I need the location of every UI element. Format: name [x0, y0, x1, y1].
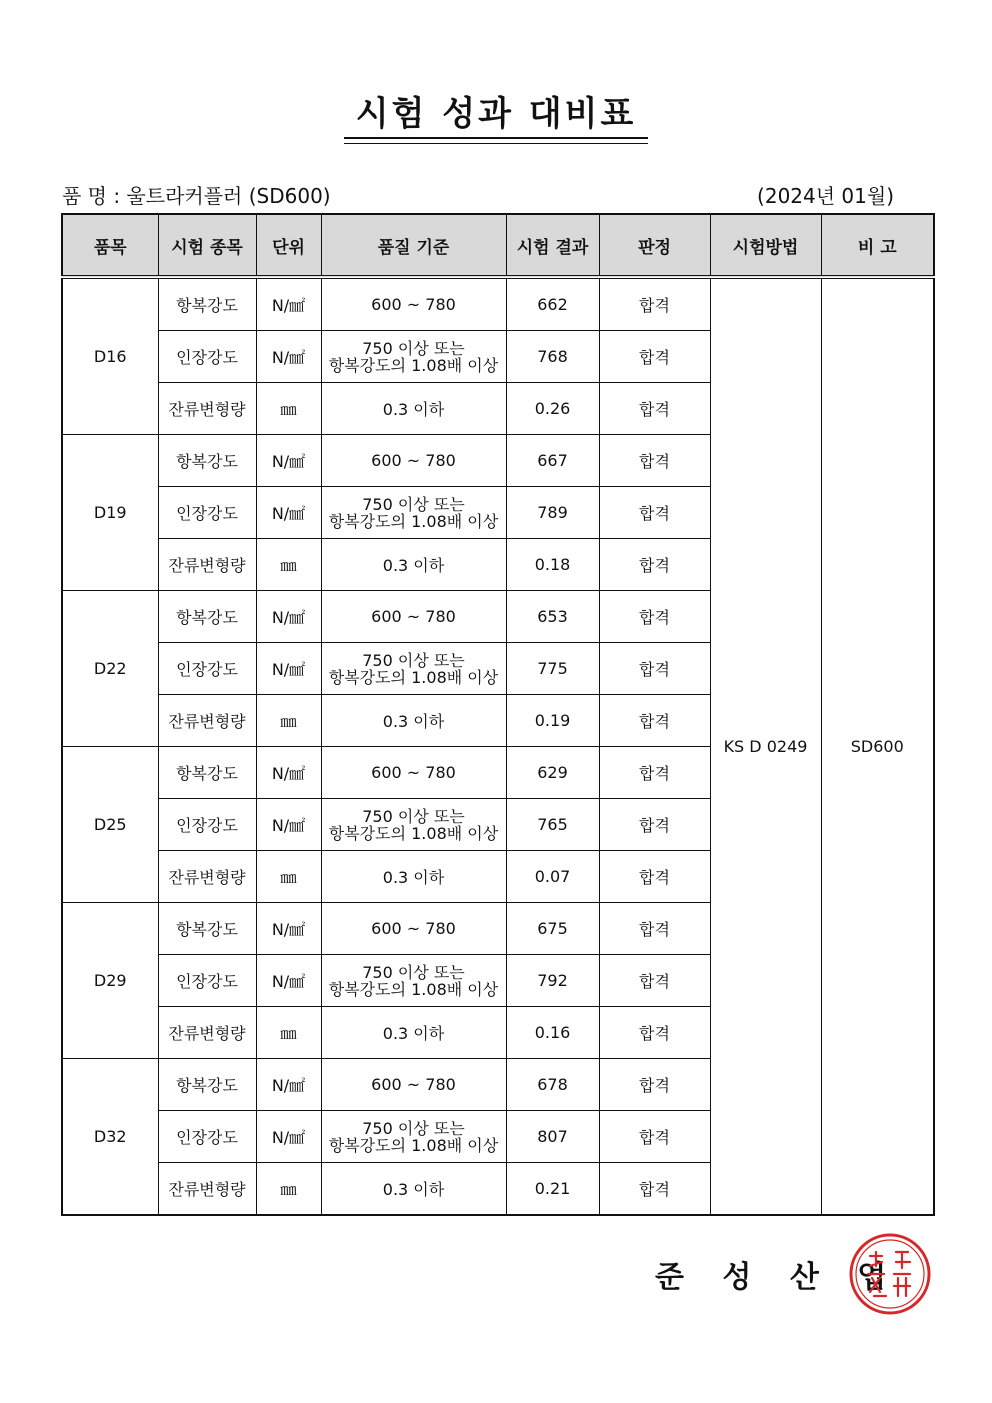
standard-cell: 0.3 이하 — [321, 695, 506, 747]
product-cell: D19 — [62, 435, 158, 591]
test-item-cell: 항복강도 — [158, 435, 256, 487]
test-item-cell: 인장강도 — [158, 643, 256, 695]
standard-line: 항복강도의 1.08배 이상 — [328, 823, 499, 843]
standard-line: 항복강도의 1.08배 이상 — [328, 979, 499, 999]
test-item-cell: 항복강도 — [158, 591, 256, 643]
test-item-cell: 잔류변형량 — [158, 851, 256, 903]
product-cell: D25 — [62, 747, 158, 903]
company-name: 준 성 산 업 — [655, 1260, 901, 1295]
test-method-cell: KS D 0249 — [710, 277, 821, 1215]
result-cell: 667 — [506, 435, 599, 487]
test-item-cell: 인장강도 — [158, 955, 256, 1007]
result-cell: 662 — [506, 277, 599, 331]
result-cell: 0.21 — [506, 1163, 599, 1216]
test-item-cell: 잔류변형량 — [158, 1163, 256, 1216]
table-body — [62, 277, 934, 1215]
product-cell: D32 — [62, 1059, 158, 1216]
standard-line: 항복강도의 1.08배 이상 — [328, 667, 499, 687]
document-title — [0, 86, 992, 139]
product-cell: D16 — [62, 277, 158, 435]
verdict-cell: 합격 — [599, 1059, 710, 1111]
header-cell: 비 고 — [821, 214, 934, 277]
product-name: 품 명 : 울트라커플러 (SD600) — [62, 184, 331, 208]
company-seal-icon — [848, 1232, 932, 1316]
standard-line: 750 이상 또는 — [362, 962, 465, 982]
unit-cell: N/㎟ — [256, 643, 321, 695]
standard-line: 750 이상 또는 — [362, 494, 465, 514]
product-cell: D29 — [62, 903, 158, 1059]
unit-cell: N/㎟ — [256, 487, 321, 539]
result-cell: 0.26 — [506, 383, 599, 435]
result-cell: 768 — [506, 331, 599, 383]
unit-cell: ㎜ — [256, 1163, 321, 1216]
standard-cell — [321, 487, 506, 539]
document-date: (2024년 01월) — [757, 184, 894, 208]
standard-cell: 0.3 이하 — [321, 383, 506, 435]
test-item-cell: 항복강도 — [158, 747, 256, 799]
result-cell: 653 — [506, 591, 599, 643]
standard-cell: 0.3 이하 — [321, 851, 506, 903]
standard-line: 항복강도의 1.08배 이상 — [328, 355, 499, 375]
result-cell: 629 — [506, 747, 599, 799]
result-cell: 792 — [506, 955, 599, 1007]
test-item-cell: 항복강도 — [158, 903, 256, 955]
standard-cell — [321, 799, 506, 851]
verdict-cell: 합격 — [599, 331, 710, 383]
document-title-text: 시험 성과 대비표 — [344, 86, 649, 139]
result-cell: 765 — [506, 799, 599, 851]
standard-line: 750 이상 또는 — [362, 338, 465, 358]
test-item-cell: 인장강도 — [158, 331, 256, 383]
unit-cell: N/㎟ — [256, 591, 321, 643]
verdict-cell: 합격 — [599, 799, 710, 851]
verdict-cell: 합격 — [599, 1007, 710, 1059]
unit-cell: N/㎟ — [256, 1111, 321, 1163]
standard-line: 항복강도의 1.08배 이상 — [328, 1135, 499, 1155]
unit-cell: ㎜ — [256, 383, 321, 435]
verdict-cell: 합격 — [599, 747, 710, 799]
result-cell: 0.16 — [506, 1007, 599, 1059]
unit-cell: ㎜ — [256, 695, 321, 747]
header-cell: 품질 기준 — [321, 214, 506, 277]
unit-cell: ㎜ — [256, 851, 321, 903]
result-cell: 789 — [506, 487, 599, 539]
header-cell: 시험방법 — [710, 214, 821, 277]
test-item-cell: 인장강도 — [158, 487, 256, 539]
standard-line: 항복강도의 1.08배 이상 — [328, 511, 499, 531]
standard-cell: 600 ~ 780 — [321, 435, 506, 487]
standard-cell: 0.3 이하 — [321, 1007, 506, 1059]
standard-cell — [321, 955, 506, 1007]
verdict-cell: 합격 — [599, 903, 710, 955]
remark-cell: SD600 — [821, 277, 934, 1215]
standard-cell: 600 ~ 780 — [321, 591, 506, 643]
result-cell: 0.19 — [506, 695, 599, 747]
result-cell: 678 — [506, 1059, 599, 1111]
verdict-cell: 합격 — [599, 277, 710, 331]
unit-cell: N/㎟ — [256, 955, 321, 1007]
unit-cell: N/㎟ — [256, 277, 321, 331]
standard-cell: 600 ~ 780 — [321, 747, 506, 799]
standard-line: 750 이상 또는 — [362, 650, 465, 670]
unit-cell: N/㎟ — [256, 747, 321, 799]
unit-cell: N/㎟ — [256, 799, 321, 851]
standard-cell: 600 ~ 780 — [321, 1059, 506, 1111]
verdict-cell: 합격 — [599, 695, 710, 747]
test-item-cell: 항복강도 — [158, 277, 256, 331]
table-header — [62, 214, 934, 277]
verdict-cell: 합격 — [599, 1111, 710, 1163]
test-item-cell: 항복강도 — [158, 1059, 256, 1111]
verdict-cell: 합격 — [599, 383, 710, 435]
unit-cell: ㎜ — [256, 539, 321, 591]
test-item-cell: 잔류변형량 — [158, 539, 256, 591]
test-item-cell: 인장강도 — [158, 1111, 256, 1163]
verdict-cell: 합격 — [599, 643, 710, 695]
standard-cell — [321, 1111, 506, 1163]
header-row — [62, 214, 934, 277]
result-cell: 775 — [506, 643, 599, 695]
unit-cell: N/㎟ — [256, 1059, 321, 1111]
verdict-cell: 합격 — [599, 539, 710, 591]
unit-cell: N/㎟ — [256, 331, 321, 383]
test-item-cell: 잔류변형량 — [158, 383, 256, 435]
standard-cell — [321, 643, 506, 695]
verdict-cell: 합격 — [599, 591, 710, 643]
test-item-cell: 잔류변형량 — [158, 1007, 256, 1059]
standard-cell: 0.3 이하 — [321, 1163, 506, 1216]
test-results-table — [61, 213, 935, 1216]
header-cell: 판정 — [599, 214, 710, 277]
unit-cell: N/㎟ — [256, 903, 321, 955]
header-cell: 시험 종목 — [158, 214, 256, 277]
standard-cell: 600 ~ 780 — [321, 277, 506, 331]
table-row — [62, 277, 934, 331]
unit-cell: N/㎟ — [256, 435, 321, 487]
verdict-cell: 합격 — [599, 1163, 710, 1216]
header-cell: 품목 — [62, 214, 158, 277]
standard-line: 750 이상 또는 — [362, 806, 465, 826]
standard-cell: 600 ~ 780 — [321, 903, 506, 955]
test-item-cell: 인장강도 — [158, 799, 256, 851]
result-cell: 807 — [506, 1111, 599, 1163]
unit-cell: ㎜ — [256, 1007, 321, 1059]
test-item-cell: 잔류변형량 — [158, 695, 256, 747]
standard-cell: 0.3 이하 — [321, 539, 506, 591]
standard-cell — [321, 331, 506, 383]
result-cell: 0.18 — [506, 539, 599, 591]
verdict-cell: 합격 — [599, 435, 710, 487]
product-cell: D22 — [62, 591, 158, 747]
result-cell: 675 — [506, 903, 599, 955]
verdict-cell: 합격 — [599, 487, 710, 539]
result-cell: 0.07 — [506, 851, 599, 903]
header-cell: 시험 결과 — [506, 214, 599, 277]
verdict-cell: 합격 — [599, 955, 710, 1007]
header-cell: 단위 — [256, 214, 321, 277]
standard-line: 750 이상 또는 — [362, 1118, 465, 1138]
verdict-cell: 합격 — [599, 851, 710, 903]
